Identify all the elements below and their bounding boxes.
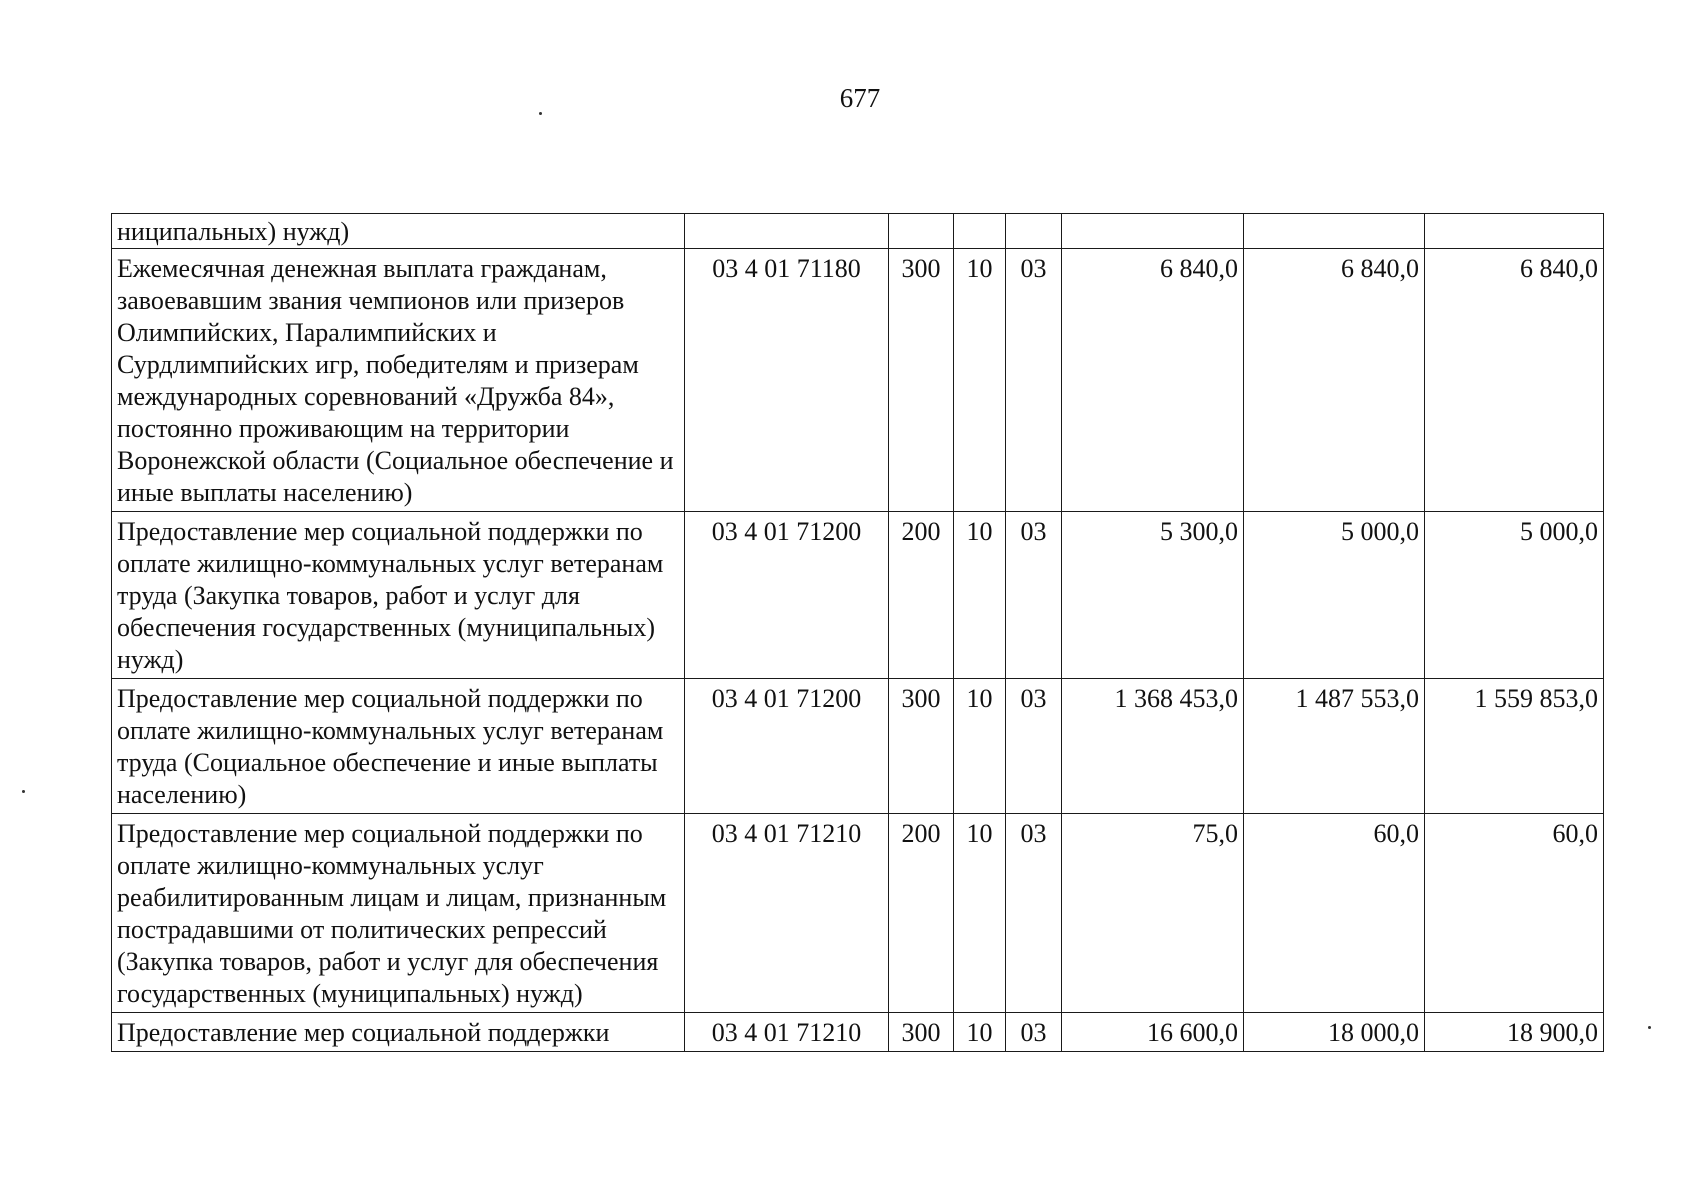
section-code: 10: [954, 679, 1006, 814]
amount-year-1: 6 840,0: [1062, 249, 1244, 512]
expense-type: 200: [889, 814, 954, 1013]
expense-type: 300: [889, 1013, 954, 1052]
subsection-code: [1006, 214, 1062, 249]
expense-type: 300: [889, 249, 954, 512]
amount-year-3: 6 840,0: [1425, 249, 1604, 512]
scan-speck: [539, 112, 542, 115]
amount-year-2: 18 000,0: [1244, 1013, 1425, 1052]
amount-year-3: [1425, 214, 1604, 249]
table-row: [112, 679, 1604, 814]
item-name: Предоставление мер социальной поддержки по оплате жилищно-коммунальных услуг реабилитированным лицам и лицам, признанным пострадавшими от политических репрессий (Закупка товаров, работ и услуг для обеспечения государственных (муниципальных) нужд): [112, 814, 685, 1013]
amount-year-3: 1 559 853,0: [1425, 679, 1604, 814]
amount-year-1: 1 368 453,0: [1062, 679, 1244, 814]
subsection-code: 03: [1006, 1013, 1062, 1052]
section-code: 10: [954, 1013, 1006, 1052]
subsection-code: 03: [1006, 814, 1062, 1013]
scan-speck: [22, 790, 25, 793]
target-article: 03 4 01 71210: [685, 814, 889, 1013]
scan-speck: [1648, 1026, 1651, 1029]
page-number: 677: [839, 83, 881, 113]
amount-year-3: 60,0: [1425, 814, 1604, 1013]
target-article: 03 4 01 71200: [685, 512, 889, 679]
amount-year-3: 18 900,0: [1425, 1013, 1604, 1052]
expense-type: [889, 214, 954, 249]
item-name: Предоставление мер социальной поддержки по оплате жилищно-коммунальных услуг ветеранам труда (Закупка товаров, работ и услуг для обеспечения государственных (муниципальных) нужд): [112, 512, 685, 679]
item-name: ниципальных) нужд): [112, 214, 685, 249]
amount-year-3: 5 000,0: [1425, 512, 1604, 679]
amount-year-1: [1062, 214, 1244, 249]
budget-table: [111, 213, 1604, 1052]
section-code: [954, 214, 1006, 249]
subsection-code: 03: [1006, 249, 1062, 512]
table-row: [112, 1013, 1604, 1052]
target-article: 03 4 01 71200: [685, 679, 889, 814]
section-code: 10: [954, 814, 1006, 1013]
amount-year-2: 1 487 553,0: [1244, 679, 1425, 814]
section-code: 10: [954, 512, 1006, 679]
table-row: [112, 214, 1604, 249]
amount-year-2: 60,0: [1244, 814, 1425, 1013]
expense-type: 200: [889, 512, 954, 679]
target-article: 03 4 01 71210: [685, 1013, 889, 1052]
amount-year-1: 75,0: [1062, 814, 1244, 1013]
amount-year-2: [1244, 214, 1425, 249]
item-name: Предоставление мер социальной поддержки: [112, 1013, 685, 1052]
table-row: [112, 814, 1604, 1013]
target-article: 03 4 01 71180: [685, 249, 889, 512]
amount-year-2: 6 840,0: [1244, 249, 1425, 512]
amount-year-1: 5 300,0: [1062, 512, 1244, 679]
subsection-code: 03: [1006, 512, 1062, 679]
table-row: [112, 512, 1604, 679]
table-row: [112, 249, 1604, 512]
expense-type: 300: [889, 679, 954, 814]
item-name: Предоставление мер социальной поддержки по оплате жилищно-коммунальных услуг ветеранам труда (Социальное обеспечение и иные выплаты населению): [112, 679, 685, 814]
amount-year-2: 5 000,0: [1244, 512, 1425, 679]
section-code: 10: [954, 249, 1006, 512]
target-article: [685, 214, 889, 249]
item-name: Ежемесячная денежная выплата гражданам, завоевавшим звания чемпионов или призеров Олимпийских, Паралимпийских и Сурдлимпийских игр, победителям и призерам международных соревнований «Дружба 84», постоянно проживающим на территории Воронежской области (Социальное обеспечение и иные выплаты населению): [112, 249, 685, 512]
subsection-code: 03: [1006, 679, 1062, 814]
amount-year-1: 16 600,0: [1062, 1013, 1244, 1052]
